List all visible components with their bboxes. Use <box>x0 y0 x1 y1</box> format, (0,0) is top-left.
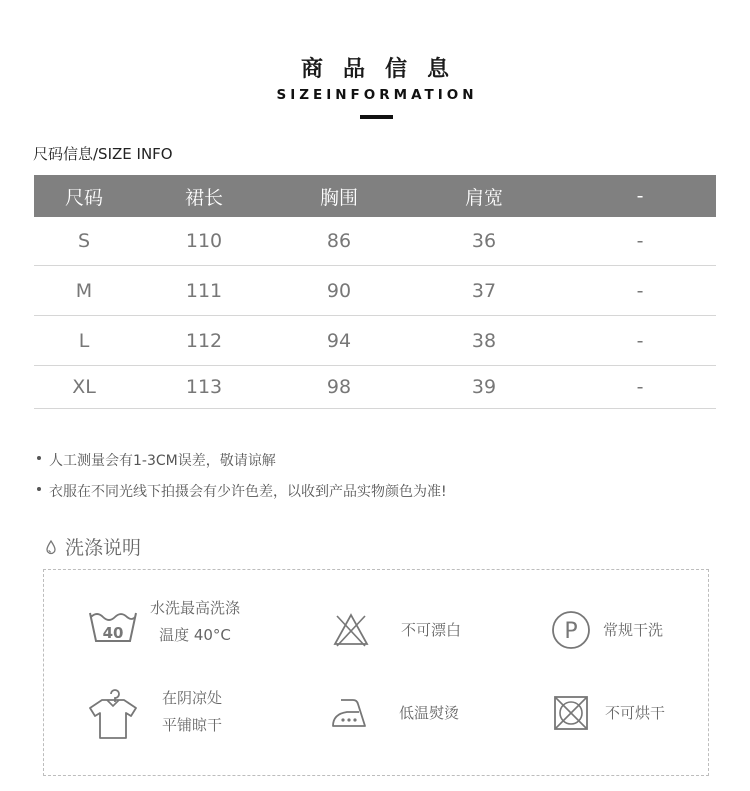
cell-shoulder: 36 <box>471 230 497 252</box>
care-line: 常规干洗 <box>603 620 664 639</box>
bullet-dot <box>37 487 41 491</box>
note-item <box>37 450 447 470</box>
wash-40-icon <box>88 607 138 645</box>
table-row <box>34 366 716 409</box>
water-drop-icon <box>45 539 57 555</box>
no-bleach-icon <box>333 612 369 648</box>
header-cell-bust: 胸围 <box>319 186 358 209</box>
table-row <box>34 266 716 316</box>
care-item-dry-clean <box>551 610 663 650</box>
cell-length: 112 <box>185 329 223 352</box>
page-title: 商品信息 <box>300 57 469 82</box>
care-line: 水洗最高洗涤 <box>150 599 241 617</box>
cell-shoulder: 37 <box>471 279 497 302</box>
care-text-no-tumble-dry <box>605 700 665 727</box>
table-header <box>34 175 716 217</box>
cell-bust: 86 <box>326 230 352 252</box>
care-text-shade-dry <box>162 685 222 739</box>
cell-bust: 98 <box>326 376 352 398</box>
care-text-low-iron <box>399 700 459 727</box>
shade-dry-icon <box>88 686 138 742</box>
wash-title: 洗涤说明 <box>65 537 142 559</box>
cell-size: L <box>78 329 90 352</box>
cell-extra: - <box>636 230 644 252</box>
note-item <box>37 481 447 501</box>
page-subtitle: SIZEINFORMATION <box>276 87 478 103</box>
care-line: 温度 40°C <box>159 626 231 644</box>
cell-length: 113 <box>185 376 223 398</box>
care-line: 低温熨烫 <box>399 703 460 722</box>
cell-shoulder: 38 <box>471 329 497 352</box>
care-item-wash <box>88 599 241 649</box>
care-item-no-tumble-dry <box>553 695 665 731</box>
care-text-dry-clean <box>603 617 663 644</box>
cell-extra: - <box>636 329 644 352</box>
cell-shoulder: 39 <box>471 376 497 398</box>
cell-size: XL <box>72 376 96 398</box>
care-item-shade-dry <box>88 686 222 742</box>
care-text-no-bleach <box>401 617 461 644</box>
cell-size: M <box>75 279 93 302</box>
dry-clean-letter: P <box>564 619 578 644</box>
no-tumble-dry-icon <box>553 695 589 731</box>
cell-size: S <box>77 230 91 252</box>
cell-bust: 90 <box>326 279 352 302</box>
low-iron-icon <box>331 696 371 730</box>
size-info-label: 尺码信息/SIZE INFO <box>33 145 173 163</box>
care-text-wash <box>150 595 240 649</box>
care-line: 不可漂白 <box>401 620 462 639</box>
measurement-notes <box>37 450 447 512</box>
care-item-low-iron <box>331 696 459 730</box>
care-item-no-bleach <box>333 612 461 648</box>
wash-instructions-heading <box>45 533 141 560</box>
cell-length: 111 <box>185 279 223 302</box>
table-row <box>34 316 716 366</box>
note-text: 人工测量会有1-3CM误差，敬请谅解 <box>49 453 276 469</box>
dry-clean-icon <box>551 610 591 650</box>
bullet-dot <box>37 456 41 460</box>
note-text: 衣服在不同光线下拍摄会有少许色差，以收到产品实物颜色为准! <box>49 484 447 500</box>
cell-bust: 94 <box>326 329 352 352</box>
header-cell-extra: - <box>636 185 644 207</box>
wash-temperature-label: 40 <box>102 624 124 642</box>
cell-extra: - <box>636 279 644 302</box>
care-line: 在阴凉处 <box>162 689 223 707</box>
size-table <box>34 175 716 409</box>
care-symbols-box <box>43 569 709 776</box>
header-cell-shoulder: 肩宽 <box>464 186 503 209</box>
cell-length: 110 <box>185 230 223 252</box>
care-line: 不可烘干 <box>605 703 666 722</box>
table-row <box>34 217 716 266</box>
care-line: 平铺晾干 <box>162 716 223 734</box>
header-cell-length: 裙长 <box>184 186 223 209</box>
cell-extra: - <box>636 376 644 398</box>
title-underline <box>360 115 393 119</box>
header-cell-size: 尺码 <box>64 186 103 209</box>
